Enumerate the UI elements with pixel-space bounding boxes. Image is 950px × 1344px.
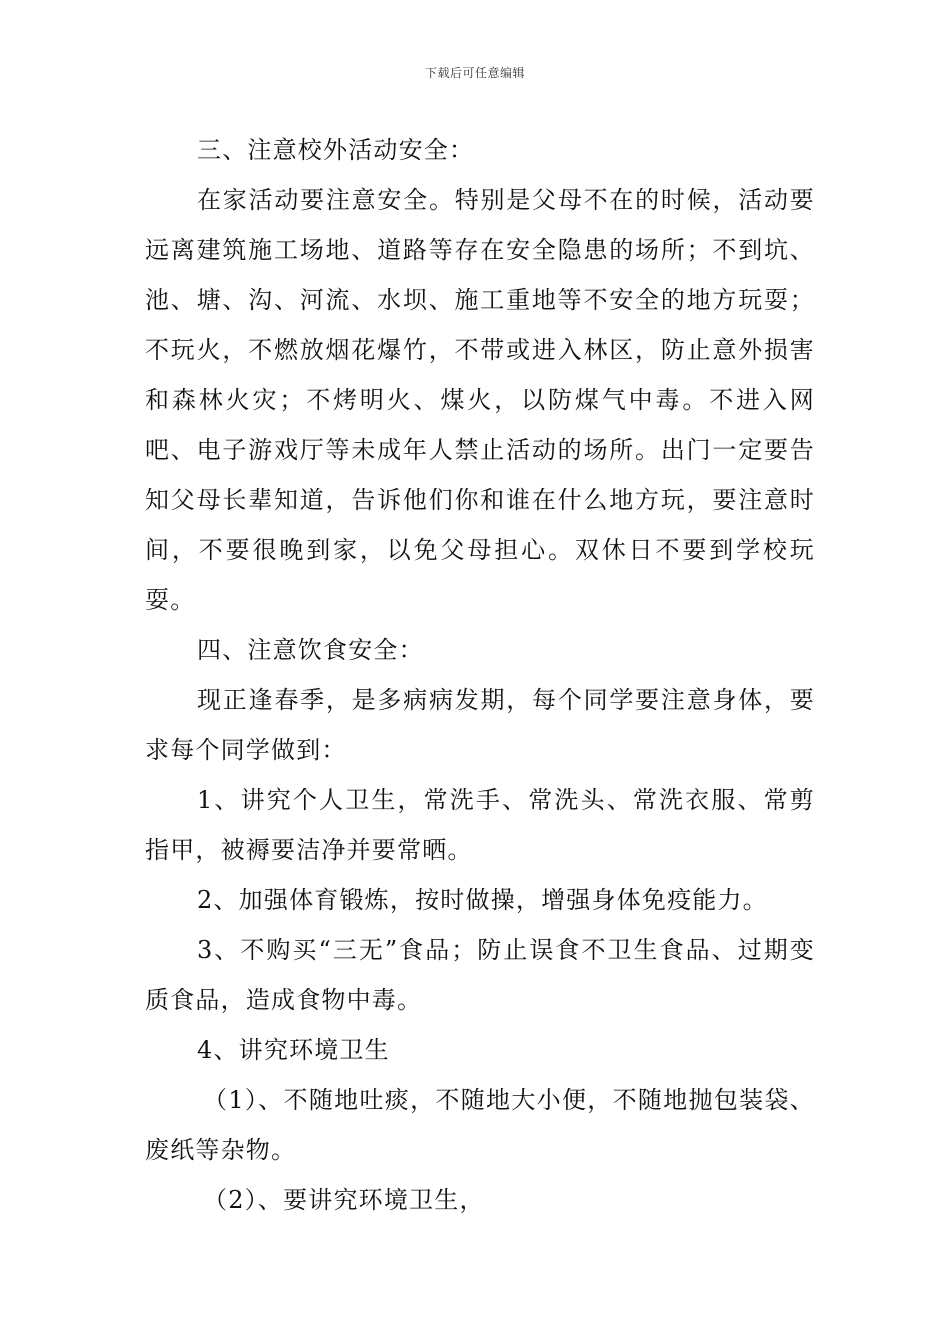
section-heading-3: 三、注意校外活动安全： <box>197 136 475 164</box>
paragraph-spring-health: 现正逢春季，是多病病发期，每个同学要注意身体，要求每个同学做到： <box>145 686 815 764</box>
section-heading-4: 四、注意饮食安全： <box>197 636 424 664</box>
list-item-2: 2、加强体育锻炼，按时做操，增强身体免疫能力。 <box>197 886 768 914</box>
list-item-4: 4、讲究环境卫生 <box>197 1036 390 1064</box>
page-header: 下载后可任意编辑 <box>424 66 525 80</box>
sub-item-2: （2）、要讲究环境卫生， <box>203 1186 485 1214</box>
sub-item-1: （1）、不随地吐痰，不随地大小便，不随地抛包装袋、废纸等杂物。 <box>145 1086 815 1164</box>
paragraph-outdoor-safety: 在家活动要注意安全。特别是父母不在的时候，活动要远离建筑施工场地、道路等存在安全隐患的场所；不到坑、池、塘、沟、河流、水坝、施工重地等不安全的地方玩耍；不玩火，不燃放烟花爆竹，不带或进入林区，防止意外损害和森林火灾；不烤明火、煤火，以防煤气中毒。不进入网吧、电子游戏厅等未成年人禁止活动的场所。出门一定要告知父母长辈知道，告诉他们你和谁在什么地方玩，要注意时间，不要很晚到家，以免父母担心。双休日不要到学校玩耍。 <box>145 186 815 614</box>
document-body <box>145 125 815 1225</box>
list-item-3: 3、不购买“三无”食品；防止误食不卫生食品、过期变质食品，造成食物中毒。 <box>145 936 815 1014</box>
list-item-1: 1、讲究个人卫生，常洗手、常洗头、常洗衣服、常剪指甲，被褥要洁净并要常晒。 <box>145 786 815 864</box>
